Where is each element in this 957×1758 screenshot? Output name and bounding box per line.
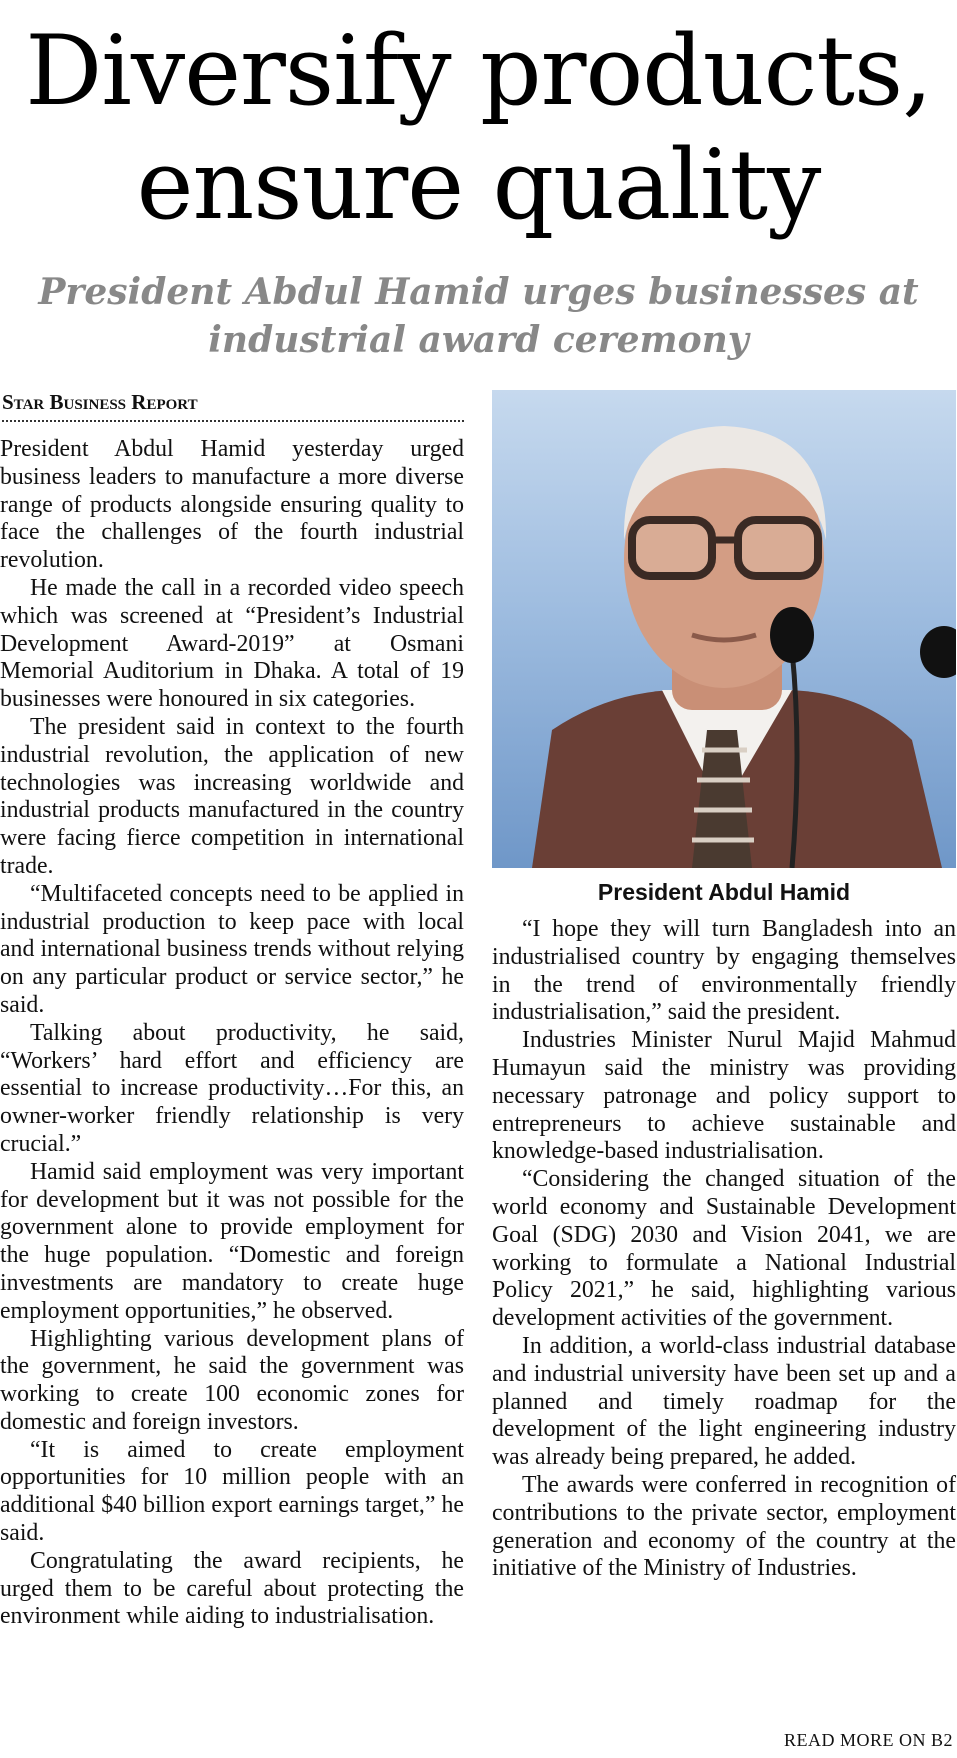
article-paragraph: “Multifaceted concepts need to be applied in industrial production to keep pace with local and international business trends without relying on any particular product or service sector,” he said. — [0, 880, 464, 1018]
article-paragraph: Hamid said employment was very important for development but it was not possible for the government alone to provide employment for the huge population. “Domestic and foreign investments are mandatory to create huge employment opportunities,” he observed. — [0, 1158, 464, 1324]
article-paragraph: Talking about productivity, he said, “Workers’ hard effort and efficiency are essential to increase productivity…For this, an owner-worker friendly relationship is very crucial.” — [0, 1019, 464, 1157]
portrait-illustration — [492, 390, 956, 868]
article-paragraph: “Considering the changed situation of the world economy and Sustainable Development Goal (SDG) 2030 and Vision 2041, we are working to formulate a National Industrial Policy 2021,” he said, highlighting various development activities of the government. — [492, 1166, 956, 1332]
article-paragraph: Congratulating the award recipients, he urged them to be careful about protecting the environment while aiding to industrialisation. — [0, 1547, 464, 1630]
subheadline-line-2: industrial award ceremony — [208, 319, 749, 361]
article-paragraph: Industries Minister Nurul Majid Mahmud Humayun said the ministry was providing necessary patronage and policy support to entrepreneurs to achieve sustainable and knowledge-based industrialisation. — [492, 1027, 956, 1165]
article-paragraph: In addition, a world-class industrial database and industrial university have been set up and a planned and timely roadmap for the development of the light engineering industry was already being prepared, he added. — [492, 1332, 956, 1471]
president-photo — [492, 390, 956, 868]
microphone-icon — [920, 626, 956, 678]
article-paragraph: The president said in context to the fourth industrial revolution, the application of new technologies was increasing worldwide and industrial products manufactured in the country were facing fierce competition in international trade. — [0, 713, 464, 879]
article-paragraph: The awards were conferred in recognition of contributions to the private sector, employment generation and economy of the country at the initiative of the Ministry of Industries. — [492, 1471, 956, 1582]
article-paragraph: President Abdul Hamid yesterday urged business leaders to manufacture a more diverse range of products alongside ensuring quality to face the challenges of the fourth industrial revolution. — [0, 436, 464, 574]
subheadline-line-1: President Abdul Hamid urges businesses at — [38, 271, 919, 313]
glasses-right-lens — [738, 520, 818, 576]
headline-line-1: Diversify products, — [25, 15, 932, 127]
microphone-icon — [770, 607, 814, 663]
article-column-right — [492, 916, 956, 1583]
article-paragraph: “I hope they will turn Bangladesh into an industrialised country by engaging themselves in the trend of environmentally friendly industrialisation,” said the president. — [492, 916, 956, 1026]
article-column-left — [0, 436, 464, 1631]
read-more-link[interactable]: READ MORE ON B2 — [783, 1730, 953, 1750]
article-paragraph: He made the call in a recorded video speech which was screened at “President’s Industrial Development Award-2019” at Osmani Memorial Auditorium in Dhaka. A total of 19 businesses were honoured in six categories. — [0, 574, 464, 713]
headline — [0, 14, 957, 242]
byline: Star Business Report — [2, 390, 464, 422]
headline-line-2: ensure quality — [136, 129, 821, 241]
subheadline — [0, 268, 957, 364]
glasses-left-lens — [632, 520, 712, 576]
photo-caption: President Abdul Hamid — [597, 879, 851, 905]
article-paragraph: “It is aimed to create employment opportunities for 10 million people with an additional $40 billion export earnings target,” he said. — [0, 1436, 464, 1547]
article-paragraph: Highlighting various development plans of the government, he said the government was working to create 100 economic zones for domestic and foreign investors. — [0, 1325, 464, 1435]
